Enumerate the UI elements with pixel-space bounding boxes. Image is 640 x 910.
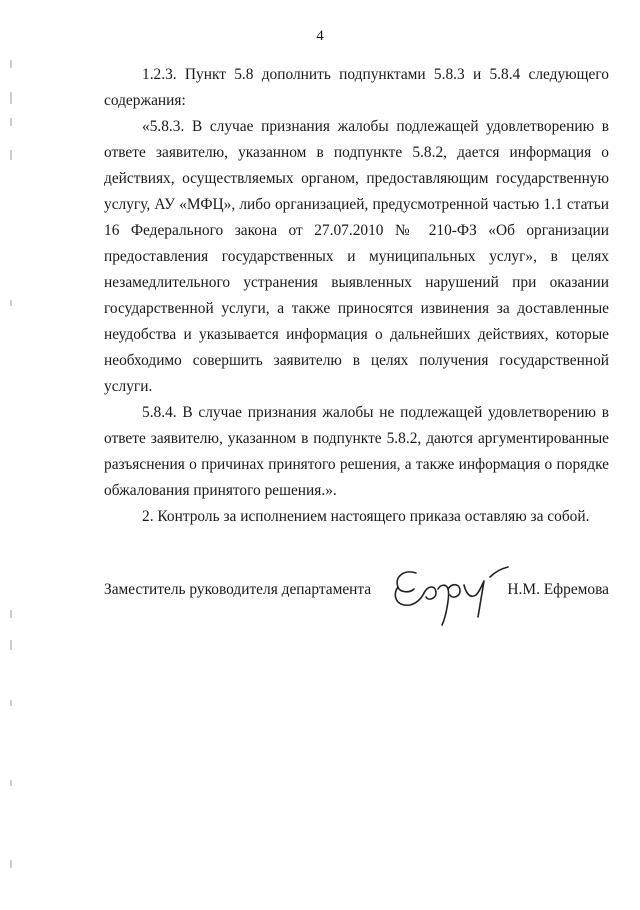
handwritten-signature [386, 559, 516, 629]
signatory-name: Н.М. Ефремова [507, 581, 609, 598]
paragraph-5-8-3: «5.8.3. В случае признания жалобы подлежащей удовлетворению в ответе заявителю, указанном в подпункте 5.8.2, дается информация о действиях, осуществляемых органом, предоставляющим государственную услугу, АУ «МФЦ», либо организацией, предусмотренной частью 1.1 статьи 16 Федерального закона от 27.07.2010 № 210-ФЗ «Об организации предоставления государственных и муниципальных услуг», в целях незамедлительного устранения выявленных нарушений при оказании государственной услуги, а также приносятся извинения за доставленные неудобства и указывается информация о дальнейших действиях, которые необходимо совершить заявителю в целях получения государственной услуги. [104, 118, 609, 395]
page-number: 4 [316, 28, 324, 44]
paragraph-1-2-3: 1.2.3. Пункт 5.8 дополнить подпунктами 5.8.3 и 5.8.4 следующего содержания: [104, 66, 609, 109]
paragraph-5-8-4: 5.8.4. В случае признания жалобы не подлежащей удовлетворению в ответе заявителю, указанном в подпункте 5.8.2, даются аргументированные разъяснения о причинах принятого решения, а также информация о порядке обжалования принятого решения.». [104, 404, 609, 499]
paragraph-2-control: 2. Контроль за исполнением настоящего приказа оставляю за собой. [142, 508, 590, 525]
scan-edge-marks [8, 0, 14, 905]
signatory-position: Заместитель руководителя департамента [104, 581, 372, 598]
signature-block [104, 581, 609, 621]
document-body [104, 62, 609, 530]
